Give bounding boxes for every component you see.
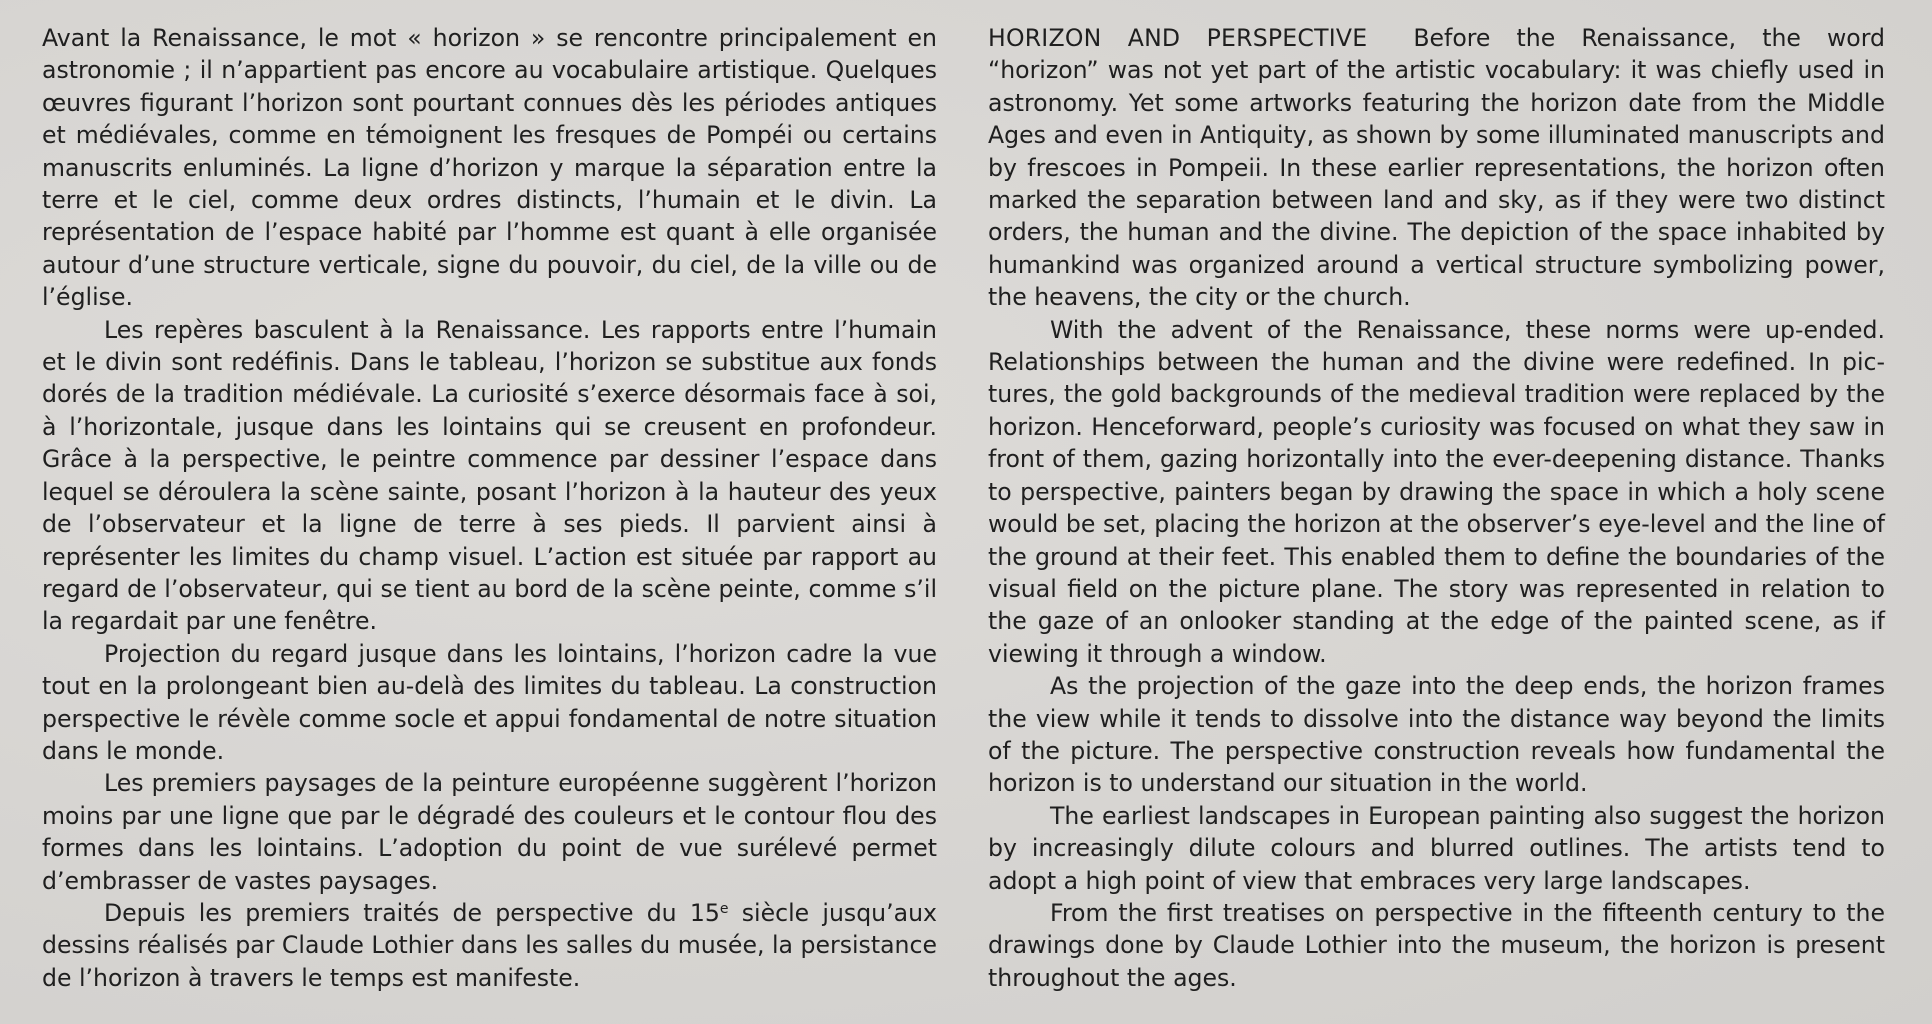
french-last-text-start: Depuis les premiers traités de perspective du 15 — [104, 898, 720, 927]
english-paragraph: The earliest landscapes in European painting also suggest the horizon by increasingly dilute colours and blurred outlines. The artists tend to adopt a high point of view that embraces very large landscapes. — [988, 801, 1885, 895]
french-paragraph: Avant la Renaissance, le mot « horizon » se rencontre principalement en astronomie ; il n’appartient pas encore au vocabulaire artistique. Quelques œuvres figurant l’horizon sont pourtant connues dès les périodes antiques et médiévales, comme en témoignent les fresques de Pompéi ou certains manuscrits enluminés. La ligne d’horizon y marque la séparation entre la terre et le ciel, comme deux ordres distincts, l’humain et le divin. La représentation de l’espace habité par l’homme est quant à elle organisée autour d’une structure verticale, signe du pouvoir, du ciel, de la ville ou de l’église. — [42, 24, 937, 312]
french-paragraph: Les premiers paysages de la peinture européenne suggèrent l’horizon moins par une ligne que par le dégradé des couleurs et le contour flou des formes dans les lointains. L’adoption du point de vue surélevé permet d’embrasser de vastes paysages. — [42, 769, 937, 895]
french-paragraph: Projection du regard jusque dans les lointains, l’horizon cadre la vue tout en la prolongeant bien au-delà des limites du tableau. La construction perspective le révèle comme socle et appui fondamental de notre situation dans le monde. — [42, 639, 937, 765]
english-first-text: Before the Renaissance, the word “horizon” was not yet part of the artistic vocabulary: it was chiefly used in astronomy. Yet some artworks featuring the horizon date from the Middle Ages and even in Antiquity, as shown by some illuminated manuscripts and by frescoes in Pompeii. In these earlier representations, the horizon often marked the separation between land and sky, as if they were two distinct orders, the human and the divine. The depiction of the space inhabited by humankind was organized around a vertical structure symbolizing power, the heavens, the city or the church. — [988, 24, 1886, 312]
french-paragraph-last — [42, 897, 937, 994]
english-column — [988, 22, 1885, 994]
section-heading: HORIZON AND PERSPECTIVE — [988, 24, 1368, 52]
english-paragraph: From the first treatises on perspective in the fifteenth century to the drawings done by Claude Lothier into the museum, the horizon is present throughout the ages. — [988, 898, 1885, 992]
french-paragraph: Les repères basculent à la Renaissance. Les rapports entre l’humain et le divin sont redéfinis. Dans le tableau, l’horizon se substitue aux fonds dorés de la tradition médiévale. La curiosité s’exerce désormais face à soi, à l’horizontale, jusque dans les lointains qui se creusent en profondeur. Grâce à la perspective, le peintre commence par dessiner l’espace dans lequel se déroulera la scène sainte, posant l’horizon à la hauteur des yeux de l’observateur et la ligne de terre à ses pieds. Il parvient ainsi à représenter les limites du champ visuel. L’action est située par rapport au regard de l’observateur, qui se tient au bord de la scène peinte, comme s’il la regardait par une fenêtre. — [42, 315, 937, 636]
english-paragraph: As the projection of the gaze into the deep ends, the horizon frames the view while it tends to dissolve into the distance way beyond the limits of the picture. The perspective construction reveals how fundamental the horizon is to understand our situation in the world. — [988, 672, 1885, 798]
century-superscript: e — [719, 900, 729, 917]
english-paragraph-first — [988, 22, 1885, 314]
english-paragraph: With the advent of the Renaissance, these norms were up-ended. Relationships between the human and the divine were redefined. In pictures, the gold backgrounds of the medieval tradition were replaced by the horizon. Henceforward, people’s curiosity was focused on what they saw in front of them, gazing horizontally into the ever-deepening distance. Thanks to perspective, painters began by drawing the space in which a holy scene would be set, placing the horizon at the observer’s eye-level and the line of the ground at their feet. This enabled them to define the boundaries of the visual field on the picture plane. The story was represented in relation to the gaze of an onlooker standing at the edge of the painted scene, as if viewing it through a window. — [988, 315, 1885, 668]
french-last-text-end: siècle jusqu’aux dessins réalisés par Claude Lothier dans les salles du musée, la persistance de l’horizon à travers le temps est manifeste. — [42, 898, 937, 992]
french-column — [42, 22, 937, 994]
